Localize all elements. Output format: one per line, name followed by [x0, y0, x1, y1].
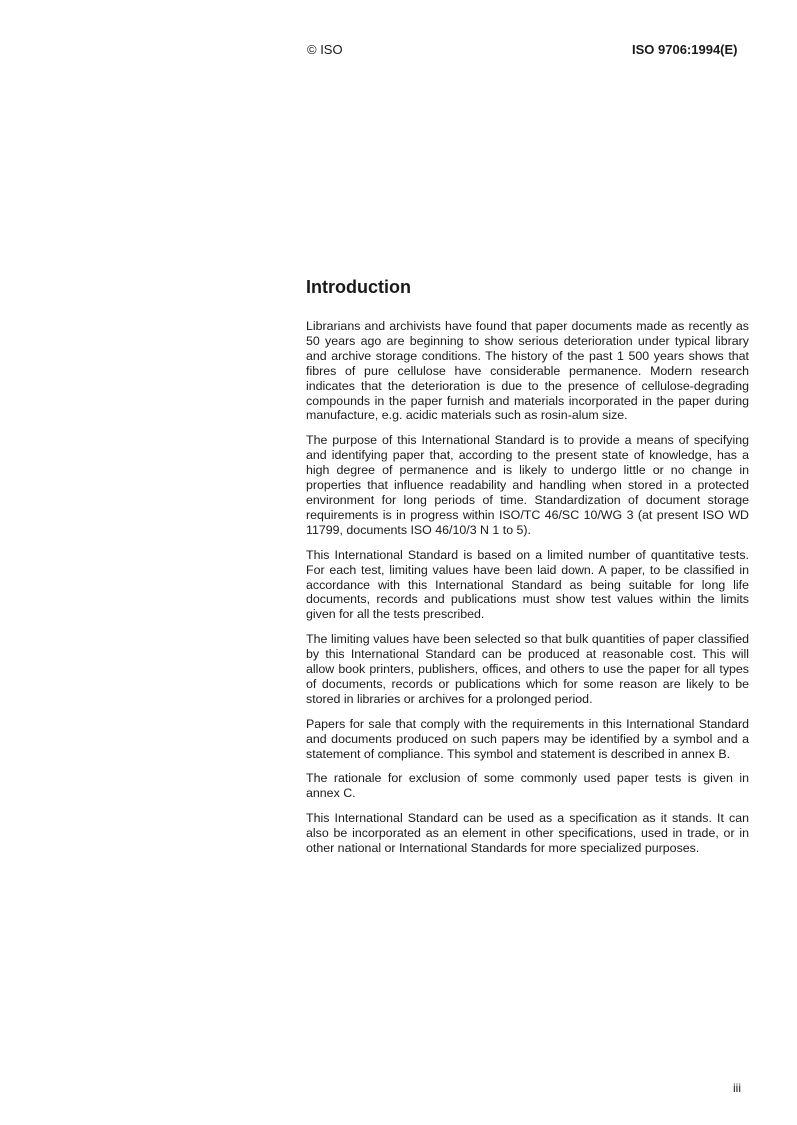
paragraph-3: This International Standard is based on a limited number of quantitative tests. For each test, limiting values have been laid down. A paper, to be classified in accordance with this International Standard as being suitable for long life documents, records and publications must show test values within the limits given for all the tests prescribed.	[306, 547, 749, 622]
paragraph-4: The limiting values have been selected so that bulk quantities of paper classified by this International Standard can be produced at reasonable cost. This will allow book printers, publishers, offices, and others to use the paper for all types of documents, records or publications which for some reason are likely to be stored in libraries or archives for a prolonged period.	[306, 632, 749, 706]
standard-identifier: ISO 9706:1994(E)	[632, 42, 738, 57]
copyright-notice: © ISO	[307, 42, 343, 57]
paragraph-7: This International Standard can be used as a specification as it stands. It can also be incorporated as an element in other specifications, used in trade, or in other national or International Standards for more specialized purposes.	[306, 811, 749, 856]
paragraph-5: Papers for sale that comply with the requirements in this International Standard and documents produced on such papers may be identified by a symbol and a statement of compliance. This symbol and statement is described in annex B.	[306, 716, 749, 761]
paragraph-1: Librarians and archivists have found that paper documents made as recently as 50 years ago are beginning to show serious deterioration under typical library and archive storage conditions. The history of the past 1 500 years shows that fibres of pure cellulose have considerable permanence. Modern research indicates that the deterioration is due to the presence of cellulose-degrading compounds in the paper furnish and materials incorporated in the paper during manufacture, e.g. acidic materials such as rosin-alum size.	[306, 319, 749, 423]
paragraph-6: The rationale for exclusion of some commonly used paper tests is given in annex C.	[306, 771, 749, 801]
section-title: Introduction	[306, 277, 411, 297]
page-number: iii	[733, 1081, 741, 1095]
paragraph-2: The purpose of this International Standard is to provide a means of specifying and identifying paper that, according to the present state of knowledge, has a high degree of permanence and is likely to undergo little or no change in properties that influence readability and handling when stored in a protected environment for long periods of time. Standardization of document storage requirements is in progress within ISO/TC 46/SC 10/WG 3 (at present ISO WD 11799, documents ISO 46/10/3 N 1 to 5).	[306, 433, 749, 537]
introduction-body	[306, 319, 749, 866]
